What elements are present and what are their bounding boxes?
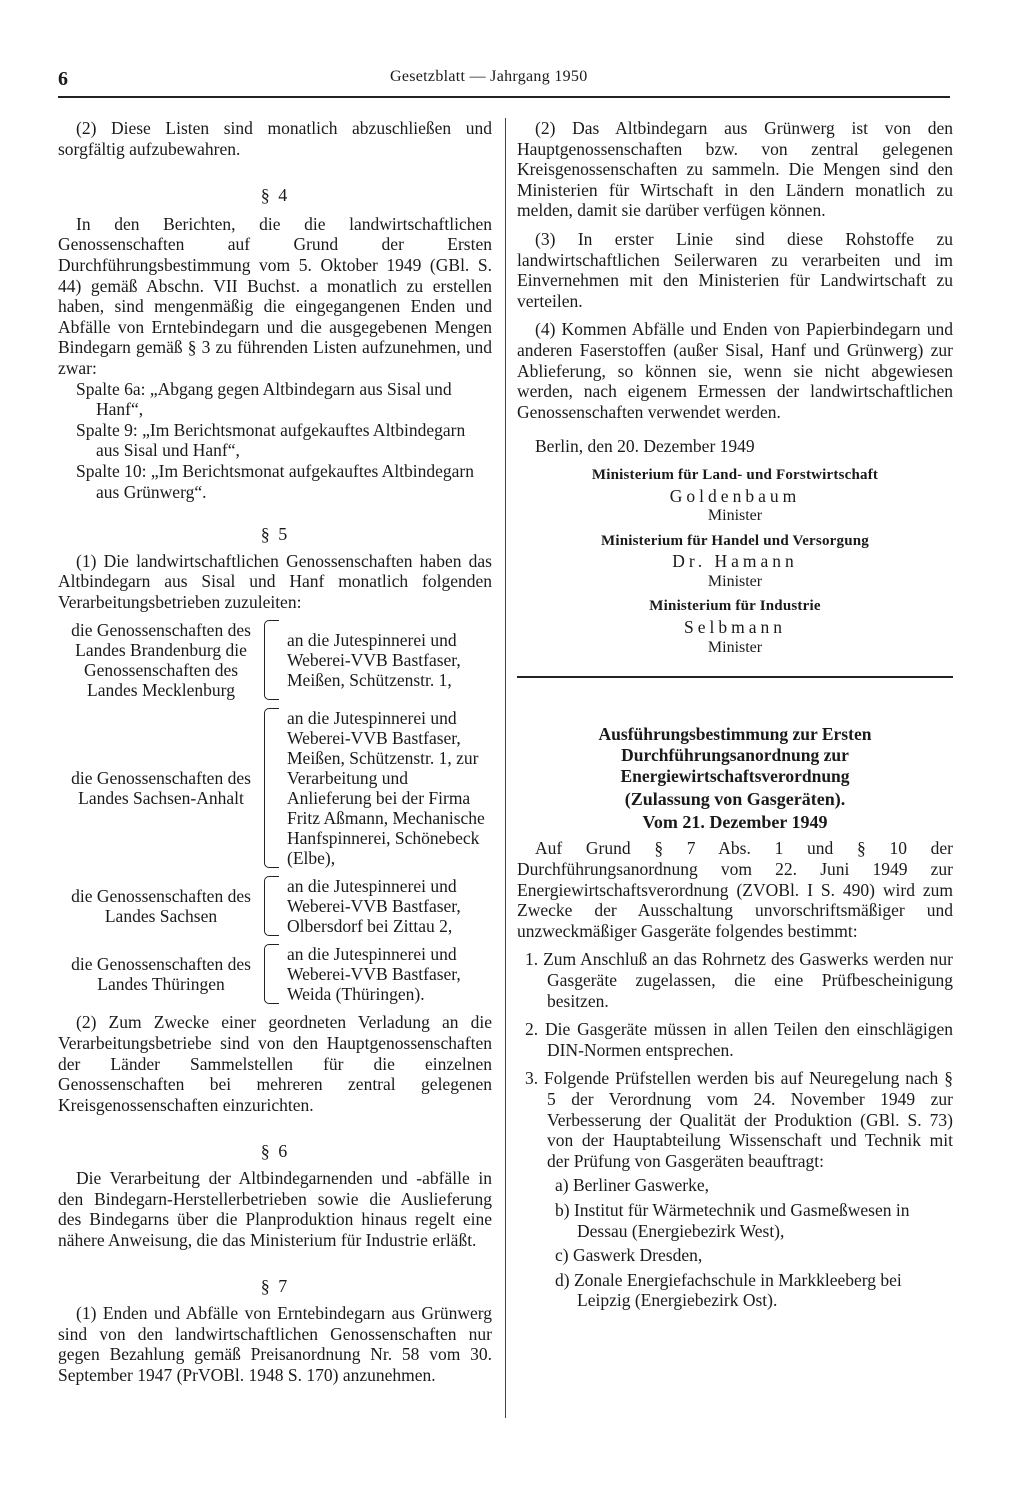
paragraph-4: (4) Kommen Abfälle und Enden von Papierbindegarn und anderen Faserstoffen (außer Sisal, Hanf und Grünwerg) zur Ablieferung, so können sie, wenn sie nicht abgewiesen werden, nach eigenem Ermessen der landwirtschaftlichen Genossenschaften verwendet werden. (517, 319, 953, 422)
signature-block (517, 531, 953, 593)
section-4-heading: § 4 (260, 185, 290, 206)
decree-subtitle: (Zulassung von Gasgeräten). (624, 789, 846, 810)
section-4-text: In den Berichten, die die landwirtschaftlichen Genossenschaften auf Grund der Ersten Durchführungsbestimmung vom 5. Oktober 1949 (GBl. S. 44) gemäß Abschn. VII Buchst. a monatlich zu erstellen haben, sind mengenmäßig die eingegangenen Enden und Abfälle von Erntebindegarn und die ausgegebenen Mengen Bindegarn gemäß § 3 zu führenden Listen aufzunehmen, und zwar: (58, 213, 492, 378)
spalte-item: Spalte 10: „Im Berichtsmonat aufgekauftes Altbindegarn aus Grünwerg“. (76, 460, 475, 502)
running-title: Gesetzblatt — Jahrgang 1950 (390, 68, 588, 85)
brace-mark (264, 944, 279, 1004)
spalte-item: Spalte 6a: „Abgang gegen Altbindegarn aus Sisal und Hanf“, (76, 378, 452, 420)
distribution-row (58, 944, 492, 1004)
numbered-item: 3. Folgende Prüfstellen werden bis auf Neuregelung nach § 5 der Verordnung vom 24. November 1949 zur Verbesserung der Qualität der Produktion (GBl. S. 73) von der Hauptabteilung Wissenschaft und Technik mit der Prüfung von Gasgeräten beauftragt: (525, 1068, 953, 1171)
section-6-text: Die Verarbeitung der Altbindegarnenden und -abfälle in den Bindegarn-Herstellerbetrieben sowie die Auslieferung des Bindegarns über die Planproduktion hinaus regelt eine nähere Anweisung, die das Ministerium für Industrie erläßt. (58, 1168, 492, 1250)
distribution-target: an die Jutespinnerei und Weberei-VVB Bastfaser, Meißen, Schützenstr. 1, (287, 630, 461, 691)
brace-mark (264, 876, 279, 936)
section-7-text: (1) Enden und Abfälle von Erntebindegarn aus Grünwerg sind von den landwirtschaftlichen Genossenschaften nur gegen Bezahlung gemäß Preisanordnung Nr. 58 vom 30. September 1947 (PrVOBl. 1948 S. 170) anzunehmen. (58, 1303, 492, 1385)
distribution-source: die Genossenschaften des Landes Brandenburg die Genossenschaften des Landes Mecklenburg (71, 620, 251, 701)
sub-item: d) Zonale Energiefachschule in Markkleeberg bei Leipzig (Energiebezirk Ost). (555, 1269, 902, 1311)
left-column (58, 118, 492, 1385)
minister-title: Minister (707, 572, 763, 590)
paragraph-listen: (2) Diese Listen sind monatlich abzuschließen und sorgfältig aufzubewahren. (58, 118, 492, 159)
right-column (517, 118, 953, 1311)
decree-date: Vom 21. Dezember 1949 (642, 811, 828, 832)
decree-intro: Auf Grund § 7 Abs. 1 und § 10 der Durchführungsanordnung vom 22. Juni 1949 zur Energiewirtschaftsverordnung (ZVOBl. I S. 490) wird zum Zwecke der Ausschaltung unvorschriftsmäßiger und unzweckmäßiger Gasgeräte folgendes bestimmt: (517, 838, 953, 941)
brace-mark (264, 708, 279, 868)
sub-item: b) Institut für Wärmetechnik und Gasmeßwesen in Dessau (Energiebezirk West), (555, 1199, 910, 1241)
spalte-item: Spalte 9: „Im Berichtsmonat aufgekauftes Altbindegarn aus Sisal und Hanf“, (76, 419, 466, 461)
section-7-heading: § 7 (260, 1276, 290, 1297)
section-5-intro: (1) Die landwirtschaftlichen Genossenschaften haben das Altbindegarn aus Sisal und Hanf monatlich folgenden Verarbeitungsbetrieben zuzuleiten: (58, 550, 492, 612)
minister-name: Selbmann (684, 617, 786, 638)
numbered-item: 2. Die Gasgeräte müssen in allen Teilen den einschlägigen DIN-Normen entsprechen. (525, 1019, 953, 1060)
signing-date: Berlin, den 20. Dezember 1949 (535, 436, 755, 457)
distribution-source: die Genossenschaften des Landes Thüringen (71, 954, 251, 995)
decree-title: Ausführungsbestimmung zur Ersten Durchführungsanordnung zur Energiewirtschaftsverordnung (598, 724, 872, 787)
distribution-source: die Genossenschaften des Landes Sachsen (71, 886, 251, 927)
distribution-source: die Genossenschaften des Landes Sachsen-Anhalt (71, 768, 251, 809)
minister-name: Dr. Hamann (672, 551, 798, 572)
section-rule (517, 676, 953, 678)
distribution-row (58, 620, 492, 700)
paragraph-3: (3) In erster Linie sind diese Rohstoffe zu landwirtschaftlichen Seilerwaren zu verarbeiten und im Einvernehmen mit den Ministerien für Landwirtschaft zu verteilen. (517, 228, 953, 311)
sub-item: a) Berliner Gaswerke, (555, 1175, 710, 1196)
brace-mark (264, 620, 279, 700)
numbered-item: 1. Zum Anschluß an das Rohrnetz des Gaswerks werden nur Gasgeräte zugelassen, die eine Prüfbescheinigung besitzen. (525, 949, 953, 1011)
ministry-name: Ministerium für Land- und Forstwirtschaft (591, 466, 879, 483)
signature-list (517, 465, 953, 658)
column-divider (505, 118, 506, 1418)
minister-name: Goldenbaum (669, 485, 801, 506)
signature-block (517, 465, 953, 527)
paragraph-2: (2) Das Altbindegarn aus Grünwerg ist von den Hauptgenossenschaften bzw. von zentral gelegenen Kreisgenossenschaften zu sammeln. Die Mengen sind den Ministerien für Wirtschaft in den Ländern monatlich zu melden, damit sie darüber verfügen können. (517, 118, 953, 221)
distribution-row (58, 708, 492, 868)
signature-block (517, 596, 953, 658)
minister-title: Minister (707, 638, 763, 656)
section-5-paragraph-2: (2) Zum Zwecke einer geordneten Verladung an die Verarbeitungsbetriebe sind von den Hauptgenossenschaften der Länder Sammelstellen für die einzelnen Genossenschaften bei mehreren zentral gelegenen Kreisgenossenschaften einzurichten. (58, 1012, 492, 1115)
distribution-target: an die Jutespinnerei und Weberei-VVB Bastfaser, Weida (Thüringen). (287, 944, 461, 1005)
distribution-target: an die Jutespinnerei und Weberei-VVB Bastfaser, Meißen, Schützenstr. 1, zur Verarbeitung und Anlieferung bei der Firma Fritz Aßmann, Mechanische Hanfspinnerei, Schönebeck (Elbe), (287, 708, 485, 869)
ministry-name: Ministerium für Industrie (649, 598, 821, 615)
section-5-heading: § 5 (260, 524, 290, 545)
distribution-list (58, 620, 492, 1004)
page-number: 6 (58, 68, 68, 90)
page-header (58, 66, 950, 98)
ministry-name: Ministerium für Handel und Versorgung (601, 532, 869, 549)
distribution-target: an die Jutespinnerei und Weberei-VVB Bastfaser, Olbersdorf bei Zittau 2, (287, 876, 461, 937)
section-6-heading: § 6 (260, 1141, 290, 1162)
sub-item: c) Gaswerk Dresden, (555, 1245, 703, 1266)
distribution-row (58, 876, 492, 936)
minister-title: Minister (707, 507, 763, 525)
